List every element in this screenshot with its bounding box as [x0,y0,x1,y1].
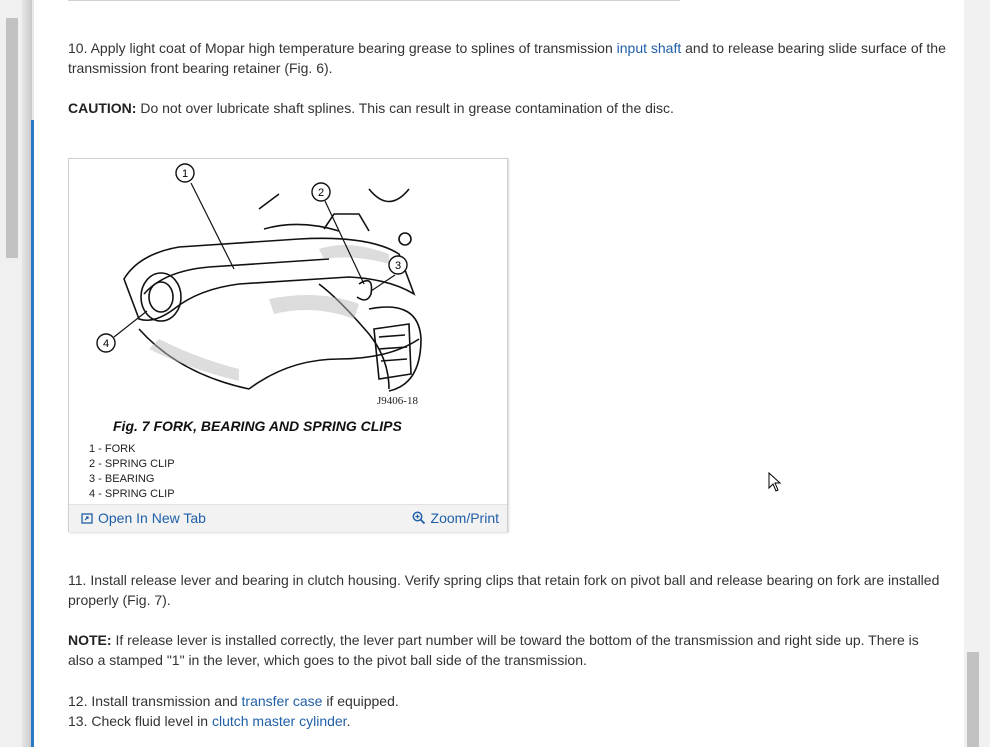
legend-item: 2 - SPRING CLIP [89,458,175,470]
zoom-print-label: Zoom/Print [430,510,499,526]
clutch-master-cylinder-link[interactable]: clutch master cylinder [211,713,347,729]
step-12-text-end: if equipped. [322,693,399,709]
caution-note [68,98,948,118]
callout-3 [389,256,407,274]
step-13 [68,711,948,731]
left-scrollbar[interactable] [0,0,22,747]
step-11: 11. Install release lever and bearing in clutch housing. Verify spring clips that retain fork on pivot ball and release bearing on fork are installed properly (Fig. 7). [68,572,940,608]
mouse-pointer-icon [768,472,782,494]
right-scrollbar-thumb[interactable] [967,652,979,747]
open-in-new-tab-label: Open In New Tab [98,510,206,526]
legend-item: 4 - SPRING CLIP [89,488,175,500]
callout-3-label: 3 [394,260,402,272]
legend-item: 3 - BEARING [89,473,155,485]
callout-2 [312,183,330,201]
note [68,630,948,670]
step-10-text: 10. Apply light coat of Mopar high temperature bearing grease to splines of transmission [68,40,617,56]
left-panel-edge [22,0,32,747]
callout-4 [97,334,115,352]
step-12 [68,691,948,711]
input-shaft-link[interactable]: input shaft [616,40,682,56]
figure-legend [89,442,175,502]
note-text: If release lever is installed correctly, the lever part number will be toward the bottom of the transmission and right side up. There is also a stamped "1" in the lever, which goes to the pivot ball side of the transmission. [68,632,919,668]
caution-text: Do not over lubricate shaft splines. This can result in grease contamination of the disc. [136,100,674,116]
transfer-case-link[interactable]: transfer case [241,693,323,709]
divider [68,0,680,1]
left-scrollbar-thumb[interactable] [6,18,18,258]
step-13-text-end: . [346,713,351,729]
zoom-in-icon [412,511,426,525]
step-13-text: 13. Check fluid level in [68,713,212,729]
zoom-print-button[interactable] [412,510,499,526]
callout-1 [176,164,194,182]
open-in-new-tab-icon [81,512,93,524]
figure-toolbar [69,504,507,532]
figure-caption: Fig. 7 FORK, BEARING AND SPRING CLIPS [113,418,402,434]
caution-label: CAUTION: [68,100,137,116]
right-scrollbar[interactable] [964,0,990,747]
step-10-text-end: and to release bearing slide surface of the transmission front bearing retainer (Fig. 6). [68,40,946,76]
callout-4-label: 4 [102,338,110,350]
callout-1-label: 1 [181,168,189,180]
note-label: NOTE: [68,632,112,648]
step-10 [68,38,948,78]
figure-7 [68,158,508,532]
callout-2-label: 2 [317,187,325,199]
figure-code: J9406-18 [377,395,418,407]
open-in-new-tab-button[interactable] [81,510,206,526]
step-12-text: 12. Install transmission and [68,693,242,709]
legend-item: 1 - FORK [89,443,136,455]
